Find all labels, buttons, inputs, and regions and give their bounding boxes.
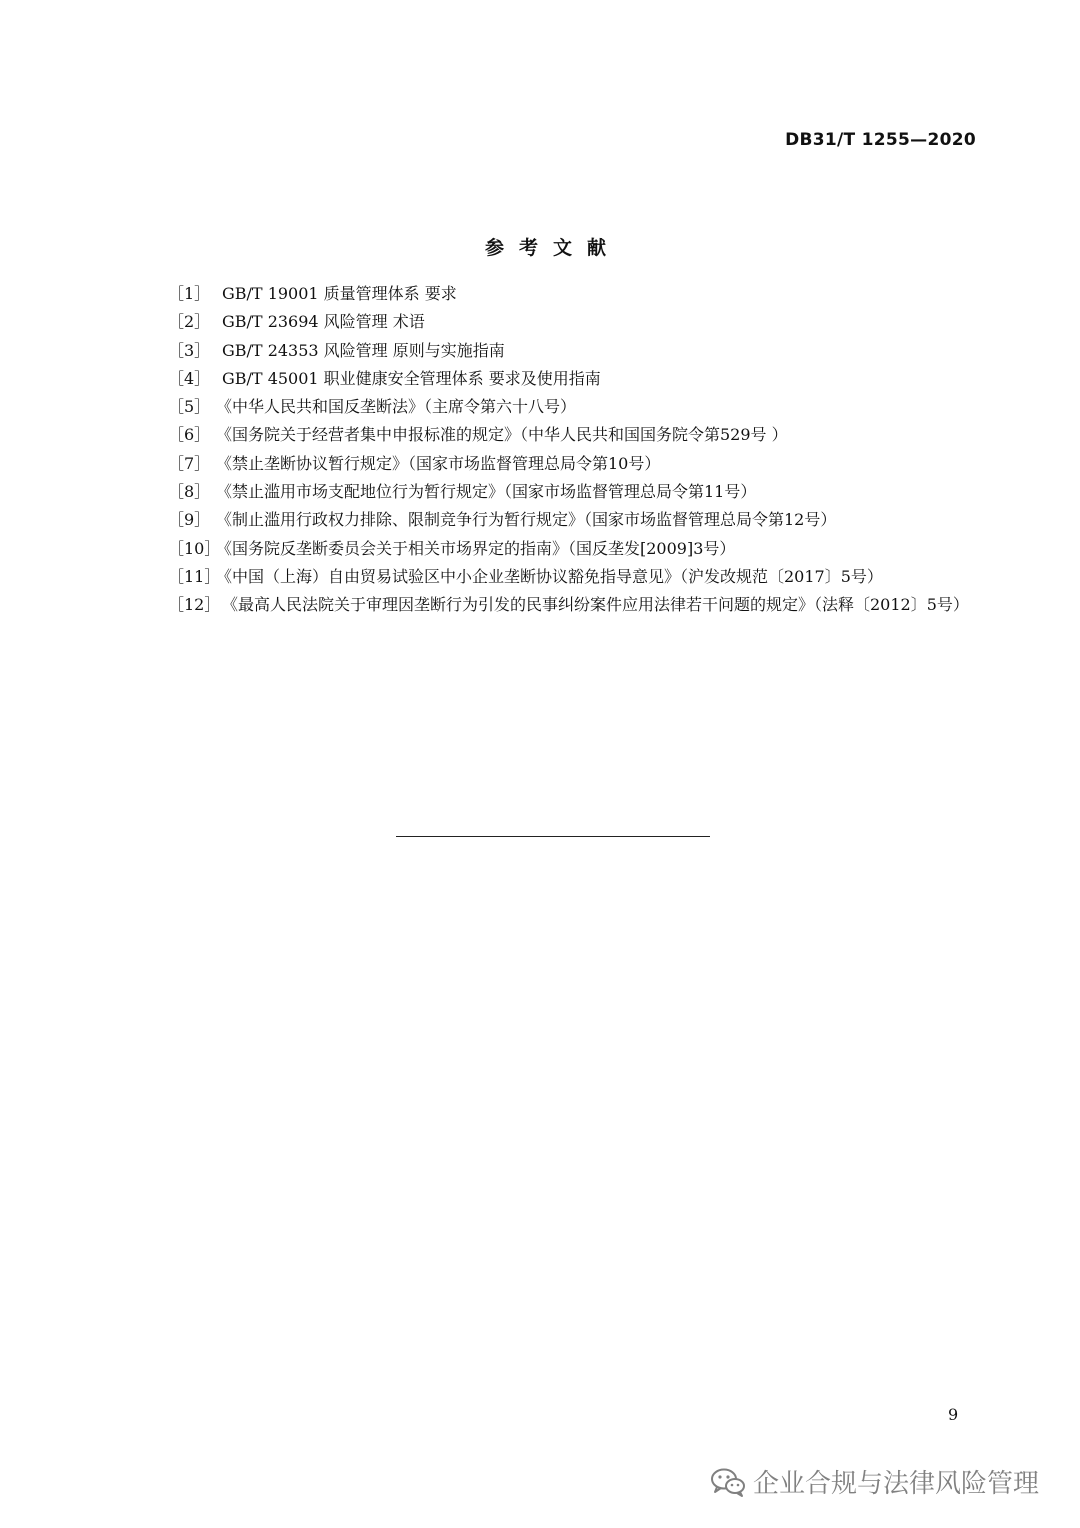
reference-number: ［5］ <box>168 397 211 417</box>
reference-item <box>130 563 978 591</box>
reference-item <box>130 506 978 534</box>
reference-item <box>130 421 978 449</box>
reference-item <box>130 535 978 563</box>
page-number: 9 <box>948 1405 959 1424</box>
reference-number: ［8］ <box>168 482 211 502</box>
watermark-text: 企业合规与法律风险管理 <box>753 1469 1040 1499</box>
reference-item <box>130 337 978 365</box>
reference-text: GB/T 45001 职业健康安全管理体系 要求及使用指南 <box>222 368 601 388</box>
reference-number: ［1］ <box>168 284 211 303</box>
reference-text: GB/T 24353 风险管理 原则与实施指南 <box>222 340 505 360</box>
reference-text: 《禁止垄断协议暂行规定》（国家市场监督管理总局令第10号） <box>216 453 661 473</box>
reference-text: 《中华人民共和国反垄断法》（主席令第六十八号） <box>216 397 577 417</box>
reference-number: ［9］ <box>168 510 211 530</box>
end-of-text-rule <box>396 836 710 837</box>
reference-list <box>130 280 978 620</box>
reference-item <box>130 450 978 478</box>
wechat-icon <box>709 1466 747 1498</box>
reference-text: 《禁止滥用市场支配地位行为暂行规定》（国家市场监督管理总局令第11号） <box>216 482 757 502</box>
reference-text: 《最高人民法院关于审理因垄断行为引发的民事纠纷案件应用法律若干问题的规定》（法释〔2012〕5号） <box>222 595 969 615</box>
reference-text: GB/T 23694 风险管理 术语 <box>222 312 425 332</box>
reference-text: 《中国（上海）自由贸易试验区中小企业垄断协议豁免指导意见》（沪发改规范〔2017〕5号） <box>216 566 883 586</box>
reference-text: 《国务院关于经营者集中申报标准的规定》（中华人民共和国国务院令第529号 ） <box>216 425 788 445</box>
page-title: 参考文献 <box>484 237 621 259</box>
reference-number: ［3］ <box>168 340 211 360</box>
reference-text: GB/T 19001 质量管理体系 要求 <box>222 284 457 303</box>
reference-number: ［4］ <box>168 368 211 388</box>
watermark <box>709 1463 1039 1500</box>
reference-text: 《制止滥用行政权力排除、限制竞争行为暂行规定》（国家市场监督管理总局令第12号） <box>216 510 837 530</box>
reference-text: 《国务院反垄断委员会关于相关市场界定的指南》（国反垄发[2009]3号） <box>216 538 736 558</box>
reference-item <box>130 591 978 619</box>
reference-number: ［7］ <box>168 453 211 473</box>
reference-number: ［6］ <box>168 425 211 445</box>
reference-item <box>130 280 978 308</box>
standard-code: DB31/T 1255—2020 <box>785 130 976 150</box>
reference-number: ［12］ <box>168 595 221 615</box>
reference-number: ［2］ <box>168 312 211 332</box>
reference-item <box>130 478 978 506</box>
reference-item <box>130 393 978 421</box>
reference-item <box>130 365 978 393</box>
reference-number: ［11］ <box>168 566 221 586</box>
reference-number: ［10］ <box>168 538 221 558</box>
reference-item <box>130 308 978 336</box>
